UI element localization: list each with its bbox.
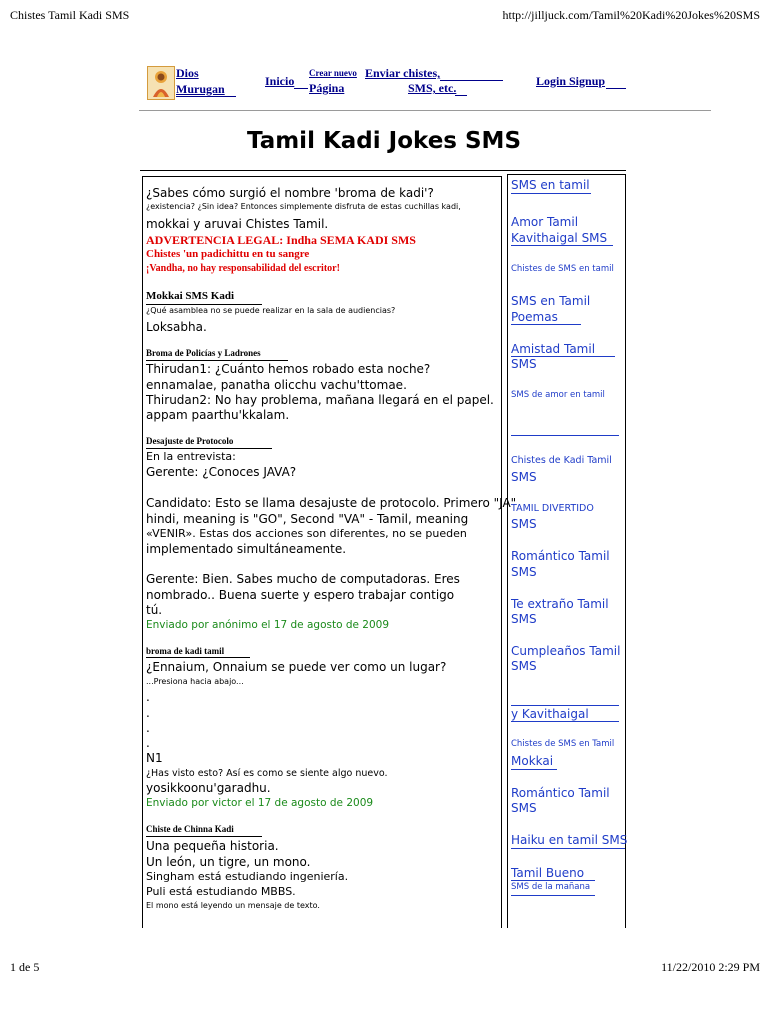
joke-line: N1 <box>146 751 163 765</box>
joke-line: ¿Has visto esto? Así es como se siente algo nuevo. <box>146 768 388 779</box>
joke-line: ennamalae, panatha olicchu vachu'ttomae. <box>146 378 407 392</box>
nav-home-link[interactable]: Inicio <box>265 74 295 88</box>
legal-warning-1: ADVERTENCIA LEGAL: Indha SEMA KADI SMS <box>146 233 416 247</box>
nav-create-new-link[interactable]: Crear nuevo <box>309 68 357 78</box>
content-top-rule <box>140 170 626 171</box>
joke-small-text: ¿Qué asamblea no se puede realizar en la sala de audiencias? <box>146 306 396 315</box>
sidebar-link[interactable]: SMS <box>511 517 537 531</box>
sidebar-link-underline <box>511 769 557 770</box>
joke-line: Thirudan2: No hay problema, mañana llegará en el papel. <box>146 393 494 407</box>
sidebar-link-underline <box>511 895 595 896</box>
joke-dot: . <box>146 690 150 704</box>
nav-home-underline <box>294 88 308 89</box>
joke-line: tú. <box>146 603 163 617</box>
joke-line: Thirudan1: ¿Cuánto hemos robado esta noche? <box>146 362 431 376</box>
section-underline <box>146 448 272 449</box>
joke-answer: Loksabha. <box>146 320 207 334</box>
intro-line: mokkai y aruvai Chistes Tamil. <box>146 217 329 231</box>
sidebar-link[interactable]: Haiku en tamil SMS <box>511 833 628 847</box>
joke-line: Gerente: ¿Conoces JAVA? <box>146 465 297 479</box>
section-heading: Broma de Policías y Ladrones <box>146 348 261 358</box>
nav-logo-line1[interactable]: Dios <box>176 66 199 80</box>
joke-line: Gerente: Bien. Sabes mucho de computadoras. Eres <box>146 572 460 586</box>
sidebar-link-underline <box>511 435 619 436</box>
joke-line: Candidato: Esto se llama desajuste de protocolo. Primero "JA" <box>146 496 517 510</box>
joke-line: «VENIR». Estas dos acciones son diferentes, no se pueden <box>146 527 467 540</box>
intro-small-text: ¿existencia? ¿Sin idea? Entonces simplemente disfruta de estas cuchillas kadi, <box>146 202 461 211</box>
joke-small-text: ...Presiona hacia abajo... <box>146 677 244 686</box>
sidebar-link-underline <box>511 324 581 325</box>
joke-posted-by: Enviado por victor el 17 de agosto de 2009 <box>146 797 374 809</box>
sidebar-link[interactable]: Poemas <box>511 310 558 324</box>
print-url: http://jilljuck.com/Tamil%20Kadi%20Jokes%20SMS <box>502 8 760 22</box>
sidebar-link-underline <box>511 848 625 849</box>
sidebar-link-underline <box>511 880 595 881</box>
section-heading: Chiste de Chinna Kadi <box>146 824 234 834</box>
sidebar-link-underline <box>511 721 619 722</box>
sidebar-link[interactable]: Chistes de SMS en tamil <box>511 264 614 274</box>
section-heading: broma de kadi tamil <box>146 646 225 656</box>
joke-line: Un león, un tigre, un mono. <box>146 855 311 869</box>
sidebar-link[interactable]: Kavithaigal SMS <box>511 231 608 245</box>
header-divider <box>139 110 711 111</box>
sidebar-link[interactable]: SMS <box>511 612 537 626</box>
sidebar-link[interactable]: SMS de amor en tamil <box>511 390 605 400</box>
sidebar-link[interactable]: Romántico Tamil <box>511 786 610 800</box>
murugan-logo-image[interactable] <box>147 66 175 100</box>
sidebar-link-underline <box>511 356 615 357</box>
joke-posted-by: Enviado por anónimo el 17 de agosto de 2009 <box>146 619 390 631</box>
joke-line: Singham está estudiando ingeniería. <box>146 870 349 883</box>
sidebar-link[interactable]: SMS de la mañana <box>511 882 591 892</box>
sidebar-link[interactable]: Chistes de SMS en Tamil <box>511 739 615 749</box>
legal-warning-2: Chistes 'un padichittu en tu sangre <box>146 248 310 260</box>
joke-dot: . <box>146 721 150 735</box>
nav-login-signup-link[interactable]: Login Signup <box>536 74 606 88</box>
joke-line: En la entrevista: <box>146 450 236 463</box>
sidebar-link[interactable]: Chistes de Kadi Tamil <box>511 455 612 466</box>
nav-send-jokes-link[interactable]: Enviar chistes, <box>365 66 441 80</box>
sidebar-link[interactable]: TAMIL DIVERTIDO <box>511 503 594 514</box>
sidebar-link[interactable]: Amor Tamil <box>511 215 579 229</box>
section-heading: Mokkai SMS Kadi <box>146 290 235 302</box>
nav-sms-etc-link[interactable]: SMS, etc. <box>408 81 457 95</box>
nav-logo-line2[interactable]: Murugan <box>176 82 225 96</box>
sidebar-link-underline <box>511 193 591 194</box>
joke-line: appam paarthu'kkalam. <box>146 408 290 422</box>
sidebar-link[interactable]: Tamil Bueno <box>511 866 585 880</box>
joke-line: hindi, meaning is "GO", Second "VA" - Tamil, meaning <box>146 512 469 526</box>
joke-dot: . <box>146 706 150 720</box>
joke-small-text: El mono está leyendo un mensaje de texto. <box>146 901 320 910</box>
print-date: 11/22/2010 2:29 PM <box>661 960 760 974</box>
joke-line: nombrado.. Buena suerte y espero trabajar contigo <box>146 588 455 602</box>
sidebar-link-underline <box>511 705 619 706</box>
sidebar-link[interactable]: SMS <box>511 470 537 484</box>
section-underline <box>146 360 288 361</box>
joke-line: Una pequeña historia. <box>146 839 279 853</box>
joke-line: implementado simultáneamente. <box>146 542 347 556</box>
section-underline <box>146 304 262 305</box>
sidebar-link[interactable]: Amistad Tamil <box>511 342 596 356</box>
nav-login-underline <box>606 88 626 89</box>
sidebar-link-underline <box>511 245 613 246</box>
sidebar-link[interactable]: SMS <box>511 659 537 673</box>
sidebar-link[interactable]: Romántico Tamil <box>511 549 610 563</box>
sidebar-link[interactable]: SMS <box>511 801 537 815</box>
print-page-number: 1 de 5 <box>10 960 40 974</box>
sidebar-link[interactable]: SMS en Tamil <box>511 294 591 308</box>
nav-sms-underline <box>455 95 467 96</box>
section-heading: Desajuste de Protocolo <box>146 436 234 446</box>
print-page-title: Chistes Tamil Kadi SMS <box>10 8 130 22</box>
joke-dot: . <box>146 736 150 750</box>
section-underline <box>146 657 250 658</box>
joke-line: Puli está estudiando MBBS. <box>146 885 296 898</box>
sidebar-link[interactable]: Cumpleaños Tamil <box>511 644 621 658</box>
sidebar-link[interactable]: SMS en tamil <box>511 178 590 192</box>
nav-logo-underline <box>176 96 236 97</box>
nav-page-link[interactable]: Página <box>309 81 345 95</box>
sidebar-link[interactable]: y Kavithaigal <box>511 707 589 721</box>
sidebar-link[interactable]: SMS <box>511 565 537 579</box>
joke-line: yosikkoonu'garadhu. <box>146 781 271 795</box>
page-title: Tamil Kadi Jokes SMS <box>246 128 522 154</box>
legal-warning-3: ¡Vandha, no hay responsabilidad del escritor! <box>146 263 340 274</box>
joke-question: ¿Ennaium, Onnaium se puede ver como un lugar? <box>146 660 447 674</box>
intro-question: ¿Sabes cómo surgió el nombre 'broma de kadi'? <box>146 186 434 200</box>
section-underline <box>146 836 262 837</box>
sidebar-link[interactable]: Te extraño Tamil <box>511 597 609 611</box>
sidebar-link[interactable]: Mokkai <box>511 754 554 768</box>
sidebar-link[interactable]: SMS <box>511 357 537 371</box>
